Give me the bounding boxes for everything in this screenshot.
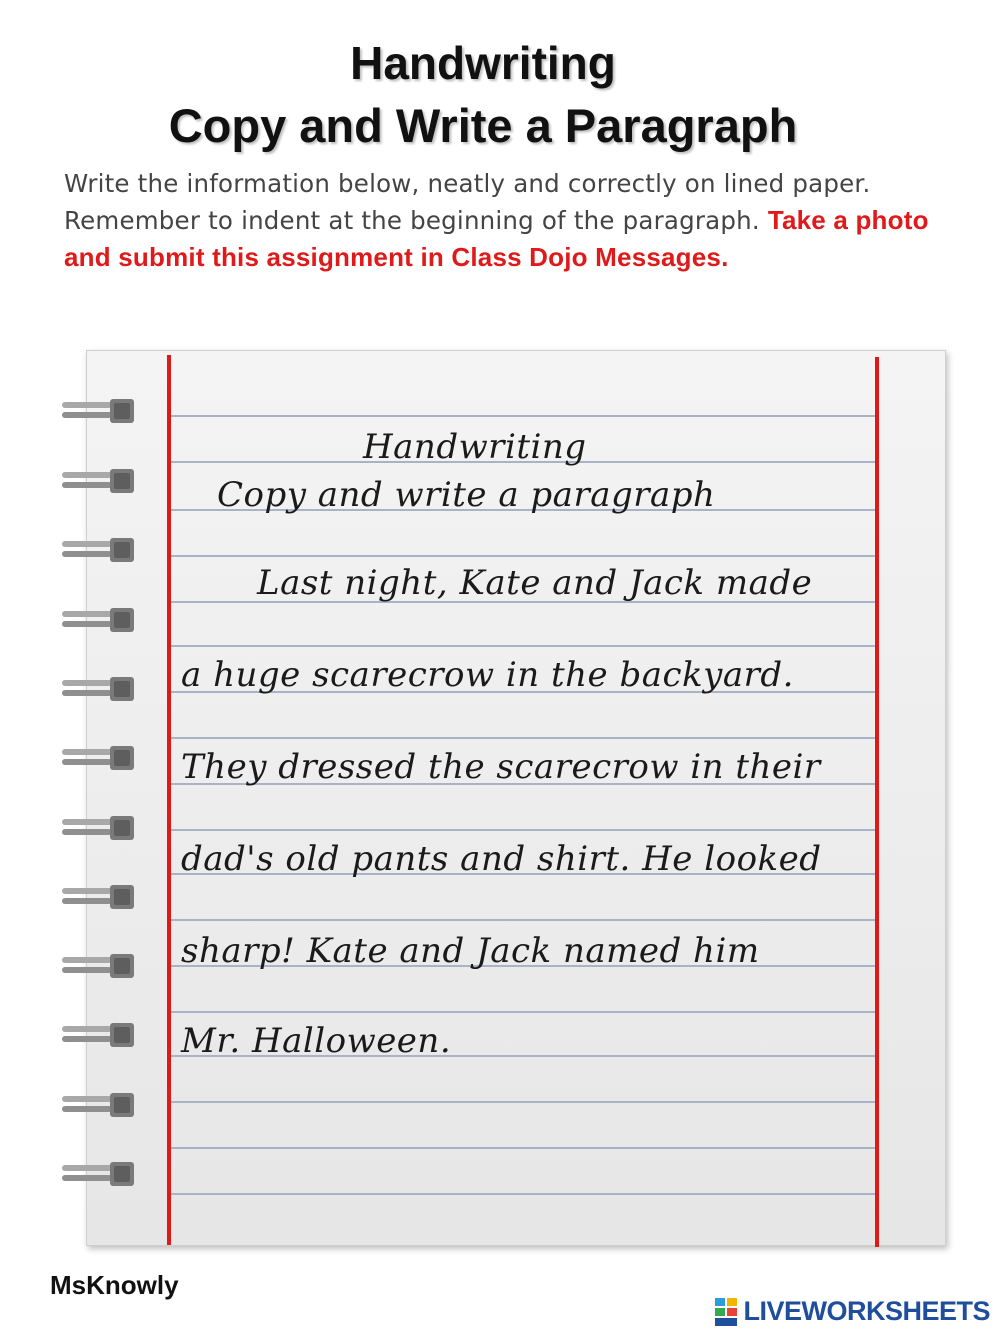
ruled-line [171,415,875,417]
ruled-line [171,737,875,739]
liveworksheets-logo-icon [715,1298,737,1326]
ruled-line [171,1147,875,1149]
ruled-line [171,919,875,921]
handwritten-line: a huge scarecrow in the backyard. [181,655,794,695]
instructions-emphasis: Take a photo and submit this assignment in Class Dojo Messages. [64,205,929,272]
left-margin-line [167,355,171,1245]
handwritten-subheading: Copy and write a paragraph [217,475,716,515]
handwritten-line: dad's old pants and shirt. He looked [181,839,822,879]
ruled-line [171,1011,875,1013]
notebook-paper [86,350,946,1246]
ruled-line [171,829,875,831]
page-subtitle: Copy and Write a Paragraph [168,99,798,152]
handwritten-line: sharp! Kate and Jack named him [181,931,760,971]
author-credit: MsKnowly [50,1270,179,1300]
ruled-line [171,645,875,647]
handwritten-line: Mr. Halloween. [181,1021,452,1061]
handwritten-line: Last night, Kate and Jack made [257,563,813,603]
handwritten-heading: Handwriting [363,427,587,467]
page-title: Handwriting [350,37,616,89]
ruled-line [171,1101,875,1103]
ruled-line [171,1193,875,1195]
liveworksheets-logo[interactable] [715,1296,990,1327]
instructions [64,166,954,276]
handwritten-line: They dressed the scarecrow in their [181,747,821,787]
liveworksheets-logo-text: LIVEWORKSHEETS [743,1296,990,1326]
instructions-text: Write the information below, neatly and correctly on lined paper. Remember to indent at the beginning of the paragraph. [64,169,871,235]
ruled-line [171,555,875,557]
right-margin-line [875,357,879,1247]
